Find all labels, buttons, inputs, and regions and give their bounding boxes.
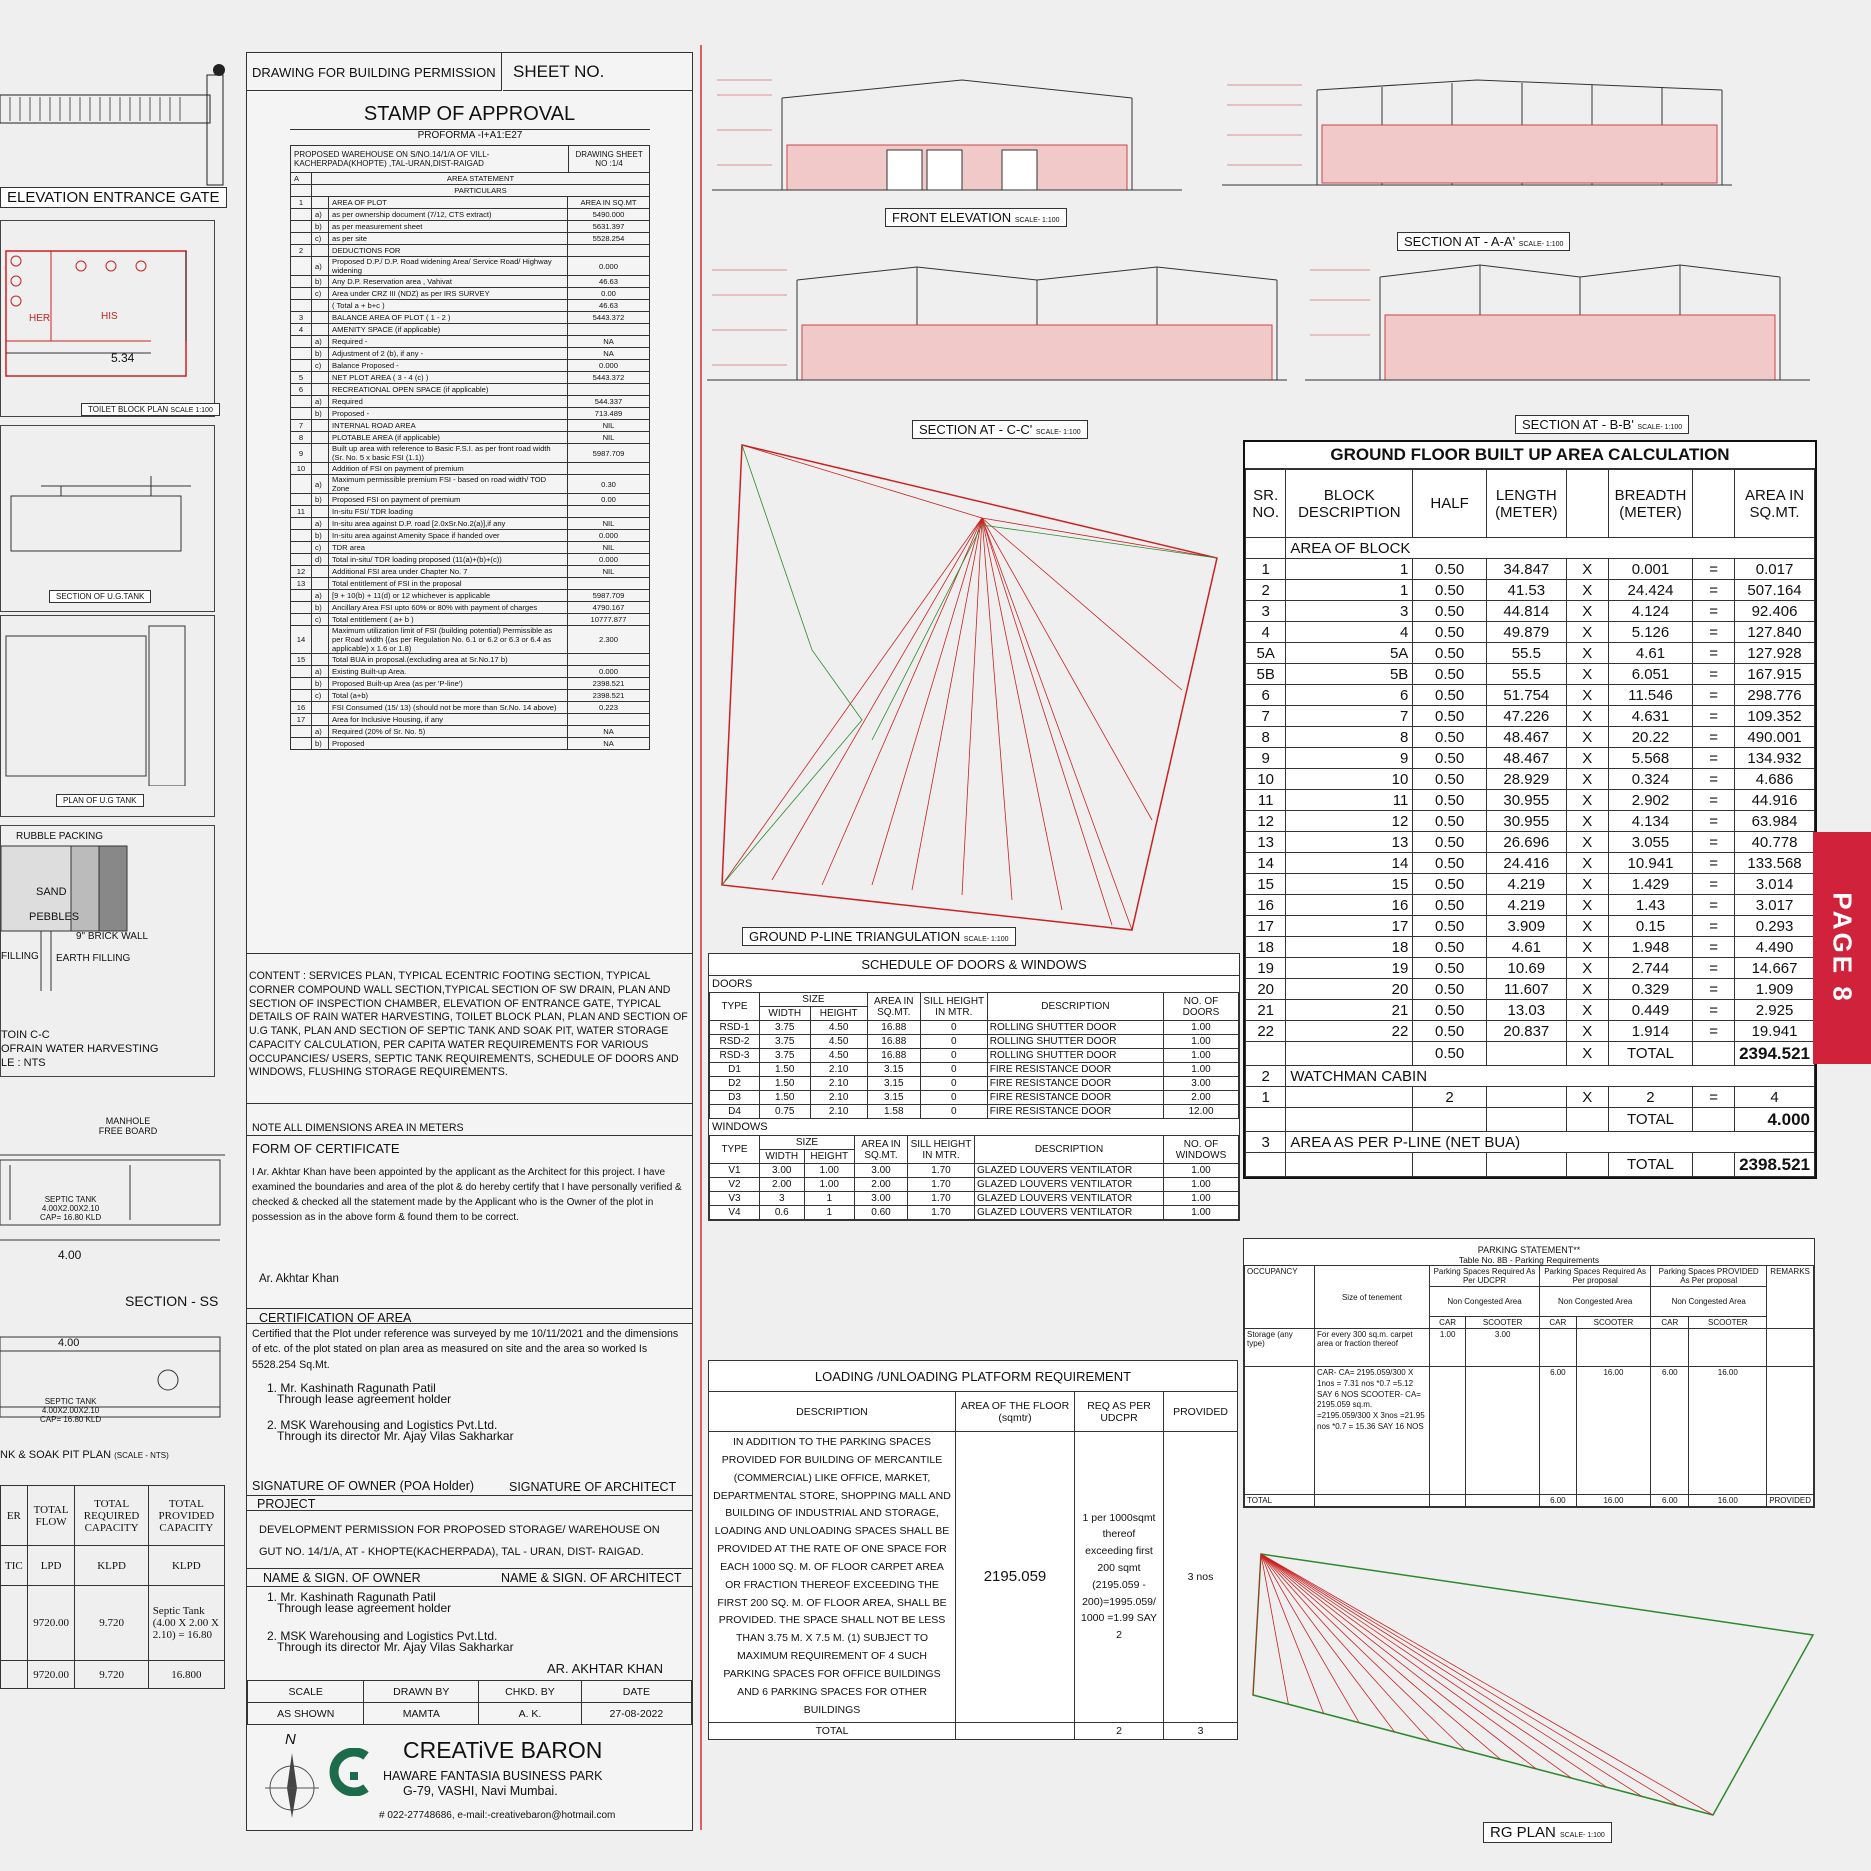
area-statement-row: b) Proposed Built-up Area (as per 'P-line') 2398.521 bbox=[291, 678, 650, 690]
area-statement-row: c) Area under CRZ III (NDZ) as per IRS SURVEY 0.00 bbox=[291, 288, 650, 300]
rwh-caption-3: LE : NTS bbox=[1, 1057, 46, 1069]
dim-534: 5.34 bbox=[111, 351, 135, 365]
area-statement-row: 3 BALANCE AREA OF PLOT ( 1 - 2 ) 5443.372 bbox=[291, 312, 650, 324]
bua-row: 12 12 0.50 30.955 X 4.134 = 63.984 bbox=[1246, 811, 1815, 832]
sheet-border bbox=[700, 45, 702, 1830]
owner-2: 2. MSK Warehousing and Logistics Pvt.Ltd. Through its director Mr. Ajay Vilas Sakharkar bbox=[267, 1629, 514, 1655]
loading-req: 1 per 1000sqmt thereof exceeding first 200 sqmt (2195.059 - 200)=1995.059/ 1000 =1.99 SAY 2 bbox=[1075, 1432, 1164, 1723]
area-statement-row: 16 FSI Consumed (15/ 13) (should not be more than Sr.No. 14 above) 0.223 bbox=[291, 702, 650, 714]
toilet-block-plan bbox=[0, 220, 215, 417]
rg-triangulation-line bbox=[1261, 1554, 1607, 1787]
net-bua-total: 2398.521 bbox=[1735, 1153, 1815, 1177]
septic-tank-section bbox=[0, 1110, 225, 1320]
triangulation-line bbox=[722, 518, 982, 885]
area-statement-row: b) Proposed - 713.489 bbox=[291, 408, 650, 420]
septic-spec-b: SEPTIC TANK 4.00X2.00X2.10 CAP= 16.80 KLD bbox=[40, 1397, 102, 1424]
bua-row: 17 17 0.50 3.909 X 0.15 = 0.293 bbox=[1246, 916, 1815, 937]
section-aa bbox=[1222, 75, 1732, 249]
area-statement-row: 12 Additional FSI area under Chapter No. 7 NIL bbox=[291, 566, 650, 578]
area-statement-row: b) Proposed NA bbox=[291, 738, 650, 750]
ug-tank-section bbox=[0, 425, 215, 612]
area-statement-row: a) Existing Built-up Area. 0.000 bbox=[291, 666, 650, 678]
window-row: V2 2.00 1.00 2.00 1.70 GLAZED LOUVERS VENTILATOR 1.00 bbox=[710, 1178, 1239, 1192]
rubble-label: RUBBLE PACKING bbox=[16, 831, 104, 842]
area-statement-row: a) as per ownership document (7/12, CTS extract) 5490.000 bbox=[291, 209, 650, 221]
area-statement-row: 13 Total entitlement of FSI in the proposal bbox=[291, 578, 650, 590]
pline-caption: GROUND P-LINE TRIANGULATION SCALE- 1:100 bbox=[742, 927, 1016, 946]
bua-row: 3 3 0.50 44.814 X 4.124 = 92.406 bbox=[1246, 601, 1815, 622]
rg-triangulation-line bbox=[1261, 1554, 1642, 1797]
pline-triangulation bbox=[712, 440, 1232, 944]
door-row: D2 1.50 2.10 3.15 0 FIRE RESISTANCE DOOR 3.00 bbox=[710, 1077, 1239, 1091]
door-row: RSD-3 3.75 4.50 16.88 0 ROLLING SHUTTER DOOR 1.00 bbox=[710, 1049, 1239, 1063]
triangulation-line bbox=[912, 518, 982, 890]
bua-row: 13 13 0.50 26.696 X 3.055 = 40.778 bbox=[1246, 832, 1815, 853]
plan-ug-caption: PLAN OF U.G TANK bbox=[56, 794, 144, 807]
his-label: HIS bbox=[101, 311, 118, 322]
soak-caption: NK & SOAK PIT PLAN (SCALE - NTS) bbox=[0, 1449, 169, 1461]
area-statement-row: 6 RECREATIONAL OPEN SPACE (if applicable) bbox=[291, 384, 650, 396]
door-row: D4 0.75 2.10 1.58 0 FIRE RESISTANCE DOOR 12.00 bbox=[710, 1105, 1239, 1119]
certificate-signer: Ar. Akhtar Khan bbox=[259, 1273, 339, 1285]
col-a: A bbox=[291, 173, 312, 185]
dw-title: SCHEDULE OF DOORS & WINDOWS bbox=[709, 954, 1239, 976]
bua-row: 2 1 0.50 41.53 X 24.424 = 507.164 bbox=[1246, 580, 1815, 601]
area-statement-row: b) Proposed FSI on payment of premium 0.00 bbox=[291, 494, 650, 506]
section-aa-caption: SECTION AT - A-A' SCALE- 1:100 bbox=[1397, 232, 1570, 251]
creative-baron-logo-icon bbox=[326, 1748, 372, 1796]
certificate-title: FORM OF CERTIFICATE bbox=[247, 1135, 692, 1156]
door-row: RSD-1 3.75 4.50 16.88 0 ROLLING SHUTTER DOOR 1.00 bbox=[710, 1021, 1239, 1035]
area-statement-row: a) Required - NA bbox=[291, 336, 650, 348]
page-number-tab: PAGE 8 bbox=[1813, 832, 1871, 1064]
bua-row: 15 15 0.50 4.219 X 1.429 = 3.014 bbox=[1246, 874, 1815, 895]
door-row: RSD-2 3.75 4.50 16.88 0 ROLLING SHUTTER DOOR 1.00 bbox=[710, 1035, 1239, 1049]
bua-row: 22 22 0.50 20.837 X 1.914 = 19.941 bbox=[1246, 1021, 1815, 1042]
area-statement-row: c) Total entitlement ( a+ b ) 10777.877 bbox=[291, 614, 650, 626]
triangulation-line bbox=[982, 518, 1217, 558]
area-statement-row: 4 AMENITY SPACE (if applicable) bbox=[291, 324, 650, 336]
bua-row: 1 1 0.50 34.847 X 0.001 = 0.017 bbox=[1246, 559, 1815, 580]
bua-row: 14 14 0.50 24.416 X 10.941 = 133.568 bbox=[1246, 853, 1815, 874]
architect-signature-label: SIGNATURE OF ARCHITECT bbox=[509, 1480, 677, 1494]
area-statement-row: c) TDR area NIL bbox=[291, 542, 650, 554]
section-cc bbox=[707, 255, 1287, 435]
area-statement-title: AREA STATEMENT bbox=[312, 173, 650, 185]
project-body: DEVELOPMENT PERMISSION FOR PROPOSED STORAGE/ WAREHOUSE ON GUT NO. 14/1/A, AT - KHOPTE(KACHERPADA), TAL - URAN, DIST- RAIGAD. bbox=[259, 1524, 660, 1558]
bua-row: 7 7 0.50 47.226 X 4.631 = 109.352 bbox=[1246, 706, 1815, 727]
area-statement-row: a) Proposed D.P./ D.P. Road widening Area/ Service Road/ Highway widening 0.000 bbox=[291, 257, 650, 276]
bua-row: 19 19 0.50 10.69 X 2.744 = 14.667 bbox=[1246, 958, 1815, 979]
area-statement-row: 7 INTERNAL ROAD AREA NIL bbox=[291, 420, 650, 432]
parking-title: PARKING STATEMENT** bbox=[1477, 1245, 1581, 1255]
loading-description: IN ADDITION TO THE PARKING SPACES PROVIDED FOR BUILDING OF MERCANTILE (COMMERCIAL) LIKE OFFICE, MARKET, DEPARTMENTAL STORE, SHOPPING MALL AND BUILDING OF INDUSTRIAL AND STORAGE, LOADING AND UNLOADING SPACES SHALL BE PROVIDED AT THE RATE OF ONE SPACE FOR EACH 1000 SQ. M. OF FLOOR CARPET AREA OR FRACTION THEREOF EXCEEDING THE FIRST 200 SQ. M. OF FLOOR AREA, SHALL BE PROVIDED. THE SPACE SHALL NOT BE LESS THAN 3.75 M. X 7.5 M. (1) SUBJECT TO MAXIMUM REQUIREMENT OF 4 SUCH PARKING SPACES FOR OFFICE BUILDINGS AND 6 PARKING SPACES FOR OTHER BUILDINGS bbox=[709, 1432, 956, 1723]
note-dimensions: NOTE ALL DIMENSIONS AREA IN METERS bbox=[247, 1103, 692, 1134]
area-statement-row: b) Any D.P. Reservation area , Vahivat 46.63 bbox=[291, 276, 650, 288]
rg-triangulation-line bbox=[1261, 1554, 1324, 1713]
soak-pit-plan bbox=[0, 1325, 225, 1460]
loading-title: LOADING /UNLOADING PLATFORM REQUIREMENT bbox=[709, 1361, 1238, 1392]
area-statement-row: a) [9 + 10(b) + 11(d) or 12 whichever is applicable 5987.709 bbox=[291, 590, 650, 602]
area-statement-row: c) Balance Proposed - 0.000 bbox=[291, 360, 650, 372]
area-statement-row: a) Maximum permissible premium FSI - based on road width/ TOD Zone 0.30 bbox=[291, 475, 650, 494]
project-label: PROJECT bbox=[247, 1495, 692, 1511]
area-statement-row: a) In-situ area against D.P. road [2.0xSr.No.2(a)],if any NIL bbox=[291, 518, 650, 530]
ug-tank-caption: SECTION OF U.G.TANK bbox=[49, 590, 151, 603]
septic-spec: SEPTIC TANK 4.00X2.00X2.10 CAP= 16.80 KLD bbox=[40, 1195, 102, 1222]
bua-row: 18 18 0.50 4.61 X 1.948 = 4.490 bbox=[1246, 937, 1815, 958]
section-bb bbox=[1305, 255, 1810, 435]
rwh-caption-1: TOIN C-C bbox=[1, 1029, 50, 1041]
rg-triangulation-line bbox=[1261, 1554, 1678, 1806]
section-bb-caption: SECTION AT - B-B' SCALE- 1:100 bbox=[1515, 415, 1689, 434]
area-statement-rows bbox=[290, 196, 650, 750]
parking-subtitle: Table No. 8B - Parking Requirements bbox=[1458, 1255, 1600, 1265]
firm-name: CREATiVE BARON bbox=[403, 1737, 603, 1763]
door-row: D1 1.50 2.10 3.15 0 FIRE RESISTANCE DOOR 1.00 bbox=[710, 1063, 1239, 1077]
rainwater-harvesting-section bbox=[0, 825, 215, 1077]
manhole-label: MANHOLE FREE BOARD bbox=[98, 1116, 158, 1137]
title-column bbox=[246, 52, 693, 1831]
bua-row: 11 11 0.50 30.955 X 2.902 = 44.916 bbox=[1246, 790, 1815, 811]
triangulation-line bbox=[982, 518, 1132, 930]
section-ss-caption: SECTION - SS bbox=[125, 1293, 219, 1309]
bua-row: 21 21 0.50 13.03 X 0.449 = 2.925 bbox=[1246, 1000, 1815, 1021]
triangulation-line bbox=[742, 445, 982, 518]
firm-address-2: G-79, VASHI, Navi Mumbai. bbox=[403, 1784, 558, 1798]
bua-row: 8 8 0.50 48.467 X 20.22 = 490.001 bbox=[1246, 727, 1815, 748]
section-cc-caption: SECTION AT - C-C' SCALE- 1:100 bbox=[912, 420, 1088, 439]
owner-1: 1. Mr. Kashinath Ragunath Patil Through lease agreement holder bbox=[267, 1590, 452, 1616]
owner-signature-label: SIGNATURE OF OWNER (POA Holder) bbox=[252, 1479, 475, 1493]
drawing-sheet-no: DRAWING SHEET NO :1/4 bbox=[569, 146, 650, 173]
dim-400: 4.00 bbox=[58, 1248, 82, 1262]
entrance-gate-caption: ELEVATION ENTRANCE GATE bbox=[0, 187, 227, 208]
bua-row: 9 9 0.50 48.467 X 5.568 = 134.932 bbox=[1246, 748, 1815, 769]
architect-name: AR. AKHTAR KHAN bbox=[547, 1661, 664, 1676]
bua-row: 16 16 0.50 4.219 X 1.43 = 3.017 bbox=[1246, 895, 1815, 916]
bua-row: 5B 5B 0.50 55.5 X 6.051 = 167.915 bbox=[1246, 664, 1815, 685]
rwh-caption-2: OFRAIN WATER HARVESTING bbox=[1, 1043, 159, 1055]
area-statement-row: b) as per measurement sheet 5631.397 bbox=[291, 221, 650, 233]
sand-label: SAND bbox=[36, 886, 67, 898]
drawing-for-label: DRAWING FOR BUILDING PERMISSION bbox=[247, 53, 502, 91]
architect-name-label: NAME & SIGN. OF ARCHITECT bbox=[501, 1571, 682, 1585]
bua-row: 10 10 0.50 28.929 X 0.324 = 4.686 bbox=[1246, 769, 1815, 790]
stamp-title: STAMP OF APPROVAL bbox=[363, 103, 576, 125]
triangulation-line bbox=[982, 518, 1112, 925]
septic-requirement-table: ER TOTAL FLOW TOTAL REQUIRED CAPACITY TOTAL PROVIDED CAPACITY TIC LPD KLPD KLPD 9720.00 9.720 Septic Tank (4.00 X 2.00 X 2.10) = 16.80 9720.00 9.720 16.800 bbox=[0, 1485, 225, 1689]
filling-label: FILLING bbox=[1, 951, 39, 962]
area-statement-row: 17 Area for Inclusive Housing, if any bbox=[291, 714, 650, 726]
area-statement-row: a) Required 544.337 bbox=[291, 396, 650, 408]
triangulation-line bbox=[982, 518, 1012, 900]
area-statement-row: 10 Addition of FSI on payment of premium bbox=[291, 463, 650, 475]
rg-triangulation-line bbox=[1261, 1554, 1713, 1815]
proforma: PROFORMA -I+A1:E27 bbox=[290, 129, 650, 141]
area-statement-row: 9 Built up area with reference to Basic F.S.I. as per front road width (Sr. No. 5 x basic FSI (1.1)) 5987.709 bbox=[291, 444, 650, 463]
bua-title: GROUND FLOOR BUILT UP AREA CALCULATION bbox=[1245, 442, 1815, 469]
loading-provided: 3 nos bbox=[1164, 1432, 1238, 1723]
area-statement-row: c) as per site 5528.254 bbox=[291, 233, 650, 245]
triangulation-line bbox=[772, 518, 982, 880]
brick-label: 9" BRICK WALL bbox=[76, 931, 149, 942]
triangulation-line bbox=[822, 518, 982, 885]
loading-area: 2195.059 bbox=[956, 1432, 1075, 1723]
toilet-caption: TOILET BLOCK PLAN SCALE 1:100 bbox=[81, 403, 220, 416]
ug-tank-plan bbox=[0, 615, 215, 817]
front-elevation-caption: FRONT ELEVATION SCALE- 1:100 bbox=[885, 208, 1067, 227]
area-of-block-label: AREA OF BLOCK bbox=[1286, 538, 1815, 559]
wc-total: 4.000 bbox=[1735, 1108, 1815, 1132]
watchman-cabin-label: WATCHMAN CABIN bbox=[1286, 1066, 1815, 1087]
area-statement-row: b) Adjustment of 2 (b), if any - NA bbox=[291, 348, 650, 360]
content-note: CONTENT : SERVICES PLAN, TYPICAL ECENTRIC FOOTING SECTION, TYPICAL CORNER COMPOUND WALL SECTION,TYPICAL SECTION OF SW DRAIN, PLAN AND SECTION OF INSPECTION CHAMBER, ELEVATION OF ENTRANCE GATE, TYPICAL DETAILS OF RAIN WATER HARVESTING, TOILET BLOCK PLAN, PLAN AND SECTION OF U.G TANK, PLAN AND SECTION OF SEPTIC TANK AND SOAK PIT, WATER STORAGE CAPACITY CALCULATION, PER CAPITA WATER REQUIREMENTS FOR VARIOUS OCCUPANCIES/ USERS, SEPTIC TANK REQUIREMENTS, SCHEDULE OF DOORS AND WINDOWS, FLUSHING STORAGE REQUIREMENTS. bbox=[247, 953, 692, 1080]
pebbles-label: PEBBLES bbox=[29, 911, 80, 923]
front-elevation bbox=[712, 70, 1182, 225]
sheet-no-label: SHEET NO. bbox=[503, 53, 692, 91]
area-statement-row: d) Total in-situ/ TDR loading proposed (11(a)+(b)+(c)) 0.000 bbox=[291, 554, 650, 566]
title-block-table: SCALE DRAWN BY CHKD. BY DATE AS SHOWN MAMTA A. K. 27-08-2022 bbox=[247, 1680, 692, 1725]
area-statement-row: 11 In-situ FSI/ TDR loading bbox=[291, 506, 650, 518]
area-statement-row: 2 DEDUCTIONS FOR bbox=[291, 245, 650, 257]
window-row: V1 3.00 1.00 3.00 1.70 GLAZED LOUVERS VENTILATOR 1.00 bbox=[710, 1164, 1239, 1178]
cert-person-2: 2. MSK Warehousing and Logistics Pvt.Ltd. Through its director Mr. Ajay Vilas Sakharkar bbox=[267, 1418, 514, 1444]
entrance-gate-drawing bbox=[0, 55, 240, 205]
area-statement-row: b) In-situ area against Amenity Space if handed over 0.000 bbox=[291, 530, 650, 542]
rg-triangulation-line bbox=[1253, 1554, 1261, 1695]
area-statement-table bbox=[290, 145, 650, 197]
particulars-head: PARTICULARS bbox=[312, 185, 650, 197]
cert-area-body: Certified that the Plot under reference was surveyed by me 10/11/2021 and the dimensions of etc. of the plot stated on plan area as measured on site and the area so worked Is 5528.254 Sq.Mt. bbox=[252, 1328, 679, 1371]
door-row: D3 1.50 2.10 3.15 0 FIRE RESISTANCE DOOR 2.00 bbox=[710, 1091, 1239, 1105]
cert-area-title: CERTIFICATION OF AREA bbox=[247, 1308, 692, 1325]
rg-triangulation-line bbox=[1261, 1554, 1430, 1741]
area-statement-row: 14 Maximum utilization limit of FSI (building potential) Permissible as per Road width {(as per Regulation No. 6.1 or 6.2 or 6.3 or 6.4 as applicable) x 1.6 or 1.8) 2.300 bbox=[291, 626, 650, 654]
bua-row: 20 20 0.50 11.607 X 0.329 = 1.909 bbox=[1246, 979, 1815, 1000]
area-statement-row: ( Total a + b+c ) 46.63 bbox=[291, 300, 650, 312]
area-statement-row: b) Ancillary Area FSI upto 60% or 80% with payment of charges 4790.167 bbox=[291, 602, 650, 614]
rg-triangulation-line bbox=[1261, 1554, 1465, 1750]
doors-windows-schedule bbox=[708, 953, 1240, 1221]
doors-table: TYPE SIZE AREA IN SQ.MT. SILL HEIGHT IN MTR. DESCRIPTION NO. OF DOORS WIDTH HEIGHT RSD-1 3.75 4.50 16.88 0 ROLLING SHUTTER DOOR 1.00 RSD-2 3.75 4.50 16.88 0 ROLLING SHUTTER DOOR 1.00 RSD-3 3.75 4.50 16.88 0 ROLLING SHUTTER DOOR 1.00 D1 1.50 2.10 3.15 0 FIRE RESISTANCE DOOR 1.00 D2 1.50 2.10 3.15 0 FIRE RESISTANCE DOOR 3.00 D3 1.50 2.10 3.15 0 FIRE RESISTANCE DOOR 2.00 D4 0.75 2.10 1.58 0 FIRE RESISTANCE DOOR 12.00 bbox=[709, 992, 1239, 1119]
window-row: V3 3 1 3.00 1.70 GLAZED LOUVERS VENTILATOR 1.00 bbox=[710, 1192, 1239, 1206]
firm-contact: # 022-27748686, e-mail:-creativebaron@hotmail.com bbox=[379, 1810, 616, 1821]
area-statement-row: 1 AREA OF PLOT AREA IN SQ.MT bbox=[291, 197, 650, 209]
dim-400-b: 4.00 bbox=[58, 1337, 80, 1349]
area-statement-row: 15 Total BUA in proposal.(excluding area at Sr.No.17 b) bbox=[291, 654, 650, 666]
proposal-text: PROPOSED WAREHOUSE ON S/NO.14/1/A OF VILL- KACHERPADA(KHOPTE) ,TAL-URAN,DIST-RAIGAD bbox=[291, 146, 569, 173]
loading-platform-table: LOADING /UNLOADING PLATFORM REQUIREMENT DESCRIPTION AREA OF THE FLOOR (sqmtr) REQ AS PER UDCPR PROVIDED IN ADDITION TO THE PARKING SPACES PROVIDED FOR BUILDING OF MERCANTILE (COMMERCIAL) LIKE OFFICE, MARKET, DEPARTMENTAL STORE, SHOPPING MALL AND BUILDING OF INDUSTRIAL AND STORAGE, LOADING AND UNLOADING SPACES SHALL BE PROVIDED AT THE RATE OF ONE SPACE FOR EACH 1000 SQ. M. OF FLOOR CARPET AREA OR FRACTION THEREOF EXCEEDING THE FIRST 200 SQ. M. OF FLOOR AREA, SHALL BE PROVIDED. THE SPACE SHALL NOT BE LESS THAN 3.75 M. X 7.5 M. (1) SUBJECT TO MAXIMUM REQUIREMENT OF 4 SUCH PARKING SPACES FOR OFFICE BUILDINGS AND 6 PARKING SPACES FOR OTHER BUILDINGS 2195.059 1 per 1000sqmt thereof exceeding first 200 sqmt (2195.059 - 200)=1995.059/ 1000 =1.99 SAY 2 3 nos TOTAL 2 3 bbox=[708, 1360, 1238, 1740]
certificate-body: I Ar. Akhtar Khan have been appointed by the applicant as the Architect for this project. I have examined the boundaries and area of the plot & do hereby certify that I have personally verified & checked & checked all the statement made by the Applicant who is the Owner of the plot in possession as in the above form & found them to be correct. bbox=[252, 1167, 682, 1223]
north-label: N bbox=[285, 1731, 296, 1748]
bua-subtotal: 2394.521 bbox=[1735, 1042, 1815, 1066]
windows-label: WINDOWS bbox=[712, 1121, 768, 1133]
rg-triangulation-line bbox=[1261, 1554, 1571, 1778]
her-label: HER bbox=[29, 313, 51, 324]
bua-row: 6 6 0.50 51.754 X 11.546 = 298.776 bbox=[1246, 685, 1815, 706]
windows-table: TYPE SIZE AREA IN SQ.MT. SILL HEIGHT IN MTR. DESCRIPTION NO. OF WINDOWS WIDTH HEIGHT V1 3.00 1.00 3.00 1.70 GLAZED LOUVERS VENTILATOR 1.00 V2 2.00 1.00 2.00 1.70 GLAZED LOUVERS VENTILATOR 1.00 V3 3 1 3.00 1.70 GLAZED LOUVERS VENTILATOR 1.00 V4 0.6 1 0.60 1.70 GLAZED LOUVERS VENTILATOR 1.00 bbox=[709, 1135, 1239, 1220]
firm-address-1: HAWARE FANTASIA BUSINESS PARK bbox=[383, 1769, 603, 1783]
owner-name-label: NAME & SIGN. OF OWNER bbox=[263, 1571, 421, 1585]
cert-person-1: 1. Mr. Kashinath Ragunath Patil Through lease agreement holder bbox=[267, 1381, 452, 1407]
area-statement-row: 8 PLOTABLE AREA (if applicable) NIL bbox=[291, 432, 650, 444]
rg-plan-caption: RG PLAN SCALE- 1:100 bbox=[1483, 1822, 1612, 1843]
bua-row: 5A 5A 0.50 55.5 X 4.61 = 127.928 bbox=[1246, 643, 1815, 664]
built-up-area-table: GROUND FLOOR BUILT UP AREA CALCULATION SR. NO. BLOCK DESCRIPTION HALF LENGTH (METER) BREADTH (METER) AREA IN SQ.MT. AREA OF BLOCK 1 1 0.50 34.847 X 0.001 = 0.017 2 1 0.50 41.53 X 24.424 = 507.164 3 3 0.50 44.814 X 4.124 = 92.406 4 4 0.50 49.879 X 5.126 = 127.840 5A 5A 0.50 55.5 X 4.61 = 127.928 5B 5B 0.50 55.5 X 6.051 = 167.915 6 6 0.50 51.754 X 11.546 = 298.776 7 7 0.50 47.226 X 4.631 = 109.352 8 8 0.50 48.467 X 20.22 = 490.001 9 9 0.50 48.467 X 5.568 = 134.932 10 10 0.50 28.929 X 0.324 = 4.686 11 11 0.50 30.955 X 2.902 = 44.916 12 12 0.50 30.955 X 4.134 = 63.984 13 13 0.50 26.696 X 3.055 = 40.778 14 14 0.50 24.416 X 10.941 = 133.568 15 15 0.50 4.219 X 1.429 = 3.014 16 16 0.50 4.219 X 1.43 = 3.017 17 17 0.50 3.909 X 0.15 = 0.293 18 18 0.50 4.61 X 1.948 = 4.490 19 19 0.50 10.69 X 2.744 = 14.667 20 20 0.50 11.607 X 0.329 = 1.909 21 21 0.50 13.03 X 0.449 = 2.925 22 22 0.50 20.837 X 1.914 = 19.941 0.50 X TOTAL 2394.521 2 WATCHMAN CABIN 1 2 X 2 = 4 TOTAL 4.000 3 AREA AS PER P-LINE (NET BUA) TOTAL 2398.521 bbox=[1243, 440, 1817, 1179]
rg-triangulation-line bbox=[1261, 1554, 1536, 1769]
window-row: V4 0.6 1 0.60 1.70 GLAZED LOUVERS VENTILATOR 1.00 bbox=[710, 1206, 1239, 1220]
compass-icon bbox=[257, 1748, 327, 1818]
bua-row: 4 4 0.50 49.879 X 5.126 = 127.840 bbox=[1246, 622, 1815, 643]
triangulation-line bbox=[982, 518, 1152, 820]
doors-label: DOORS bbox=[712, 978, 753, 990]
rg-plan bbox=[1243, 1550, 1823, 1850]
net-bua-label: AREA AS PER P-LINE (NET BUA) bbox=[1286, 1132, 1815, 1153]
area-statement-row: a) Required (20% of Sr. No. 5) NA bbox=[291, 726, 650, 738]
parking-statement: PARKING STATEMENT** Table No. 8B - Parking Requirements OCCUPANCY Size of tenement Parking Spaces Required As Per UDCPR Parking Spaces Required As Per proposal Parking Spaces PROVIDED As Per proposal REMARKS Non Congested Area Non Congested Area Non Congested Area CAR SCOOTER CAR SCOOTER CAR SCOOTER Storage (any type) For every 300 sq.m. carpet area or fraction thereof 1.00 3.00 CAR- CA= 2195.059/300 X 1nos = 7.31 nos *0.7 =5.12 SAY 6 NOS SCOOTER- CA= 2195.059 sq.m. =2195.059/300 X 3nos =21.95 nos *0.7 = 15.36 SAY 16 NOS 6.00 16.00 6.00 16.00 TOTAL 6.00 16.00 6.00 16.00 PROVIDED bbox=[1243, 1238, 1815, 1508]
earth-label: EARTH FILLING bbox=[56, 953, 131, 964]
area-statement-row: 5 NET PLOT AREA ( 3 - 4 (c) ) 5443.372 bbox=[291, 372, 650, 384]
area-statement-row: c) Total (a+b) 2398.521 bbox=[291, 690, 650, 702]
rg-triangulation-line bbox=[1261, 1554, 1359, 1723]
